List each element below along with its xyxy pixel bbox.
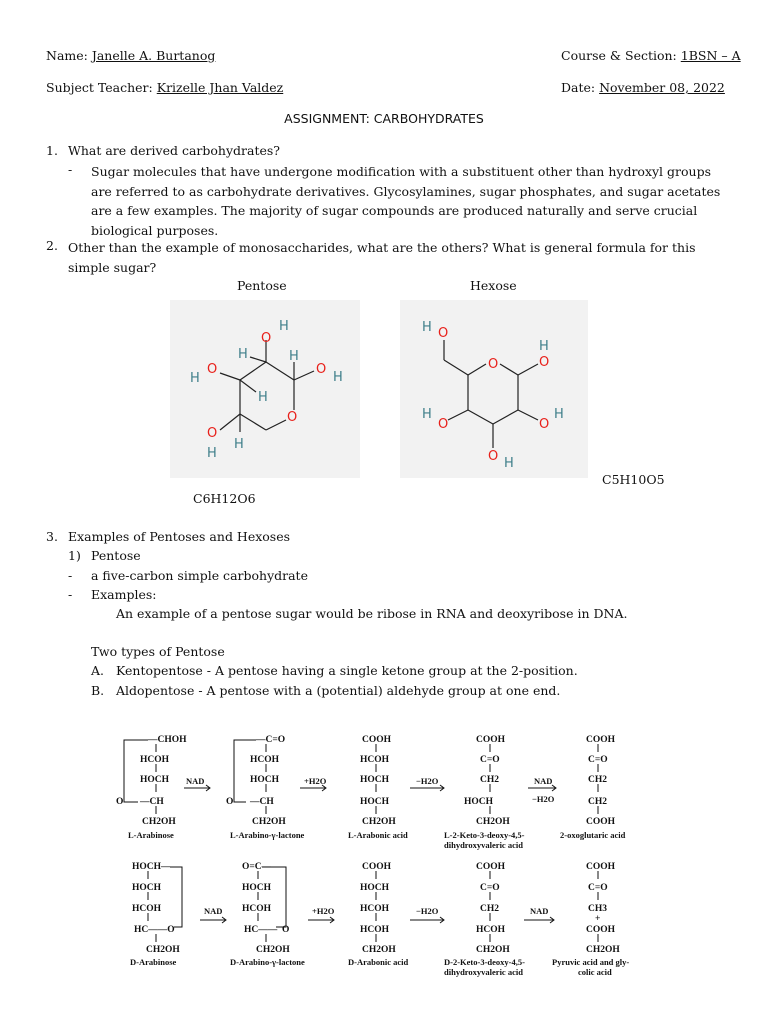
l-keto-line-3: CH2 xyxy=(480,775,499,785)
oxygen-atom: O xyxy=(261,331,272,346)
d-lactone-label: D-Arabino-γ-lactone xyxy=(230,957,305,967)
q1-number: 1. xyxy=(46,143,58,158)
oxygen-atom: O xyxy=(488,357,499,372)
name-label: Name: xyxy=(46,48,88,63)
l-lactone-label: L-Arabino-γ-lactone xyxy=(230,830,305,840)
q3-bullet-1-text: a five-carbon simple carbohydrate xyxy=(91,568,308,583)
arrow-4-label: NAD xyxy=(534,776,553,786)
l-keto-line-5: CH2OH xyxy=(476,817,510,827)
arrow-6-label: +H2O xyxy=(312,906,335,916)
l-lactone-line-1: —C=O xyxy=(256,735,286,745)
type-a-letter: A. xyxy=(91,663,105,678)
name-field xyxy=(46,48,215,63)
l-keto-line-1: COOH xyxy=(476,735,506,745)
l-arabinose-line-5: CH2OH xyxy=(142,817,176,827)
hydrogen-atom: H xyxy=(234,437,244,452)
d-arabonic-label: D-Arabonic acid xyxy=(348,957,409,967)
hexose-label: Hexose xyxy=(470,278,517,293)
l-keto-line-2: C=O xyxy=(480,755,500,765)
oxoglutaric-line-4: CH2 xyxy=(588,797,607,807)
l-keto-label-2: dihydroxyvaleric acid xyxy=(444,840,523,850)
ring-oxygen: O xyxy=(282,925,290,935)
d-keto-label-2: dihydroxyvaleric acid xyxy=(444,967,523,977)
pyruvic-line-4: COOH xyxy=(586,925,616,935)
arrow-5-label: NAD xyxy=(204,906,223,916)
formula-left: C6H12O6 xyxy=(193,491,256,506)
l-arabonic-label: L-Arabonic acid xyxy=(348,830,408,840)
l-arabonic-line-4: HOCH xyxy=(360,797,390,807)
pyruvic-line-2: C=O xyxy=(588,883,608,893)
q3-number: 3. xyxy=(46,529,58,544)
l-lactone-line-4: —CH xyxy=(250,797,274,807)
hydrogen-atom: H xyxy=(422,320,432,335)
hydrogen-atom: H xyxy=(207,446,217,461)
teacher-label: Subject Teacher: xyxy=(46,80,153,95)
right-ring-structure xyxy=(400,300,588,478)
pyruvic-label-2: colic acid xyxy=(578,967,612,977)
d-arabinose-line-2: HOCH xyxy=(132,883,162,893)
d-arabinose-line-5: CH2OH xyxy=(146,945,180,955)
l-arabinose-label: L-Arabinose xyxy=(128,830,174,840)
type-b-letter: B. xyxy=(91,683,105,698)
oxygen-atom: O xyxy=(488,449,499,464)
oxoglutaric-line-3: CH2 xyxy=(588,775,607,785)
l-arabinose-line-1: —CHOH xyxy=(148,735,187,745)
d-keto-line-1: COOH xyxy=(476,862,506,872)
d-arabinose-line-3: HCOH xyxy=(132,904,162,914)
hydrogen-atom: H xyxy=(333,370,343,385)
oxygen-atom: O xyxy=(539,417,550,432)
oxygen-atom: O xyxy=(207,426,218,441)
hydrogen-atom: H xyxy=(554,407,564,422)
l-keto-line-4: HOCH xyxy=(464,797,494,807)
q2-number: 2. xyxy=(46,238,58,253)
hydrogen-atom: H xyxy=(539,339,549,354)
page-title: ASSIGNMENT: CARBOHYDRATES xyxy=(284,111,484,126)
course-label: Course & Section: xyxy=(561,48,677,63)
q3-bullet-2-text: Examples: xyxy=(91,587,157,602)
oxygen-atom: O xyxy=(207,362,218,377)
l-arabinose-line-4: —CH xyxy=(140,797,164,807)
oxoglutaric-line-1: COOH xyxy=(586,735,616,745)
l-arabonic-line-5: CH2OH xyxy=(362,817,396,827)
q1-bullet: - xyxy=(68,162,73,177)
d-lactone-line-2: HOCH xyxy=(242,883,272,893)
hydrogen-atom: H xyxy=(190,371,200,386)
q3-example-text: An example of a pentose sugar would be ribose in RNA and deoxyribose in DNA. xyxy=(116,606,628,621)
d-keto-label-1: D-2-Keto-3-deoxy-4,5- xyxy=(444,957,525,967)
type-b-text: Aldopentose - A pentose with a (potential) aldehyde group at one end. xyxy=(116,683,561,698)
q3-types-heading: Two types of Pentose xyxy=(91,644,225,659)
d-arabinose-label: D-Arabinose xyxy=(130,957,177,967)
d-lactone-line-5: CH2OH xyxy=(256,945,290,955)
pyruvic-label-1: Pyruvic acid and gly- xyxy=(552,957,630,967)
date-value: November 08, 2022 xyxy=(599,80,725,95)
oxoglutaric-label: 2-oxoglutaric acid xyxy=(560,830,626,840)
d-arabonic-line-3: HCOH xyxy=(360,904,390,914)
l-arabinose-line-2: HCOH xyxy=(140,755,170,765)
q1-question: What are derived carbohydrates? xyxy=(68,143,280,158)
oxygen-atom: O xyxy=(438,326,449,341)
d-arabinose-line-4: HC——O xyxy=(134,925,175,935)
d-keto-line-5: CH2OH xyxy=(476,945,510,955)
oxoglutaric-line-5: COOH xyxy=(586,817,616,827)
course-field xyxy=(561,48,741,63)
d-arabonic-line-2: HOCH xyxy=(360,883,390,893)
q3-bullet-1: - xyxy=(68,568,73,583)
q3-sub-label: Pentose xyxy=(91,548,141,563)
oxoglutaric-line-2: C=O xyxy=(588,755,608,765)
oxygen-atom: O xyxy=(438,417,449,432)
pyruvic-line-1: COOH xyxy=(586,862,616,872)
q3-question: Examples of Pentoses and Hexoses xyxy=(68,529,291,544)
arrow-7-label: −H2O xyxy=(416,906,439,916)
l-arabonic-line-2: HCOH xyxy=(360,755,390,765)
l-lactone-line-2: HCOH xyxy=(250,755,280,765)
d-lactone-line-3: HCOH xyxy=(242,904,272,914)
oxygen-atom: O xyxy=(287,410,298,425)
date-field xyxy=(561,80,725,95)
d-arabonic-line-1: COOH xyxy=(362,862,392,872)
formula-right: C5H10O5 xyxy=(602,472,665,487)
d-lactone-line-1: O=C— xyxy=(242,862,272,872)
l-lactone-line-3: HOCH xyxy=(250,775,280,785)
arrow-2-label: +H2O xyxy=(304,776,327,786)
d-keto-line-3: CH2 xyxy=(480,904,499,914)
hydrogen-atom: H xyxy=(289,349,299,364)
d-arabonic-line-4: HCOH xyxy=(360,925,390,935)
arrow-3-label: −H2O xyxy=(416,776,439,786)
name-value: Janelle A. Burtanog xyxy=(91,48,216,63)
course-value: 1BSN – A xyxy=(680,48,741,63)
ring-oxygen: O xyxy=(116,797,124,807)
hydrogen-atom: H xyxy=(258,390,268,405)
oxygen-atom: O xyxy=(539,355,550,370)
arrow-4-sublabel: −H2O xyxy=(532,794,555,804)
pyruvic-line-3: CH3 xyxy=(588,904,607,914)
q1-answer: Sugar molecules that have undergone modification with a substituent other than hydroxyl groups are referred to as carbohydrate derivatives. Glycosylamines, sugar phosphates, and sugar acetates are a few examples. The majority of sugar compounds are produced naturally and serve crucial biological purposes. xyxy=(91,164,721,238)
l-keto-label-1: L-2-Keto-3-deoxy-4,5- xyxy=(444,830,525,840)
left-ring-structure xyxy=(170,300,360,478)
hydrogen-atom: H xyxy=(422,407,432,422)
oxygen-atom: O xyxy=(316,362,327,377)
l-arabonic-line-3: HOCH xyxy=(360,775,390,785)
date-label: Date: xyxy=(561,80,596,95)
hydrogen-atom: H xyxy=(504,456,514,471)
type-a-text: Kentopentose - A pentose having a single ketone group at the 2-position. xyxy=(116,663,578,678)
arrow-8-label: NAD xyxy=(530,906,549,916)
teacher-value: Krizelle Jhan Valdez xyxy=(156,80,284,95)
arabinose-pathway-scheme xyxy=(110,722,660,984)
q3-bullet-2: - xyxy=(68,587,73,602)
hydrogen-atom: H xyxy=(238,347,248,362)
d-keto-line-2: C=O xyxy=(480,883,500,893)
teacher-field xyxy=(46,80,283,95)
l-lactone-line-5: CH2OH xyxy=(252,817,286,827)
q3-sub-number: 1) xyxy=(68,548,81,563)
l-arabonic-line-1: COOH xyxy=(362,735,392,745)
arrow-1-label: NAD xyxy=(186,776,205,786)
d-arabonic-line-5: CH2OH xyxy=(362,945,396,955)
d-lactone-line-4: HC—— xyxy=(244,925,278,935)
pyruvic-line-5: CH2OH xyxy=(586,945,620,955)
pyruvic-plus: + xyxy=(595,914,601,924)
d-arabinose-line-1: HOCH— xyxy=(132,862,171,872)
ring-oxygen: O xyxy=(226,797,234,807)
l-arabinose-line-3: HOCH xyxy=(140,775,170,785)
pentose-label: Pentose xyxy=(237,278,287,293)
d-keto-line-4: HCOH xyxy=(476,925,506,935)
q2-question: Other than the example of monosaccharides, what are the others? What is general formula for this simple sugar? xyxy=(68,240,696,275)
hydrogen-atom: H xyxy=(279,319,289,334)
